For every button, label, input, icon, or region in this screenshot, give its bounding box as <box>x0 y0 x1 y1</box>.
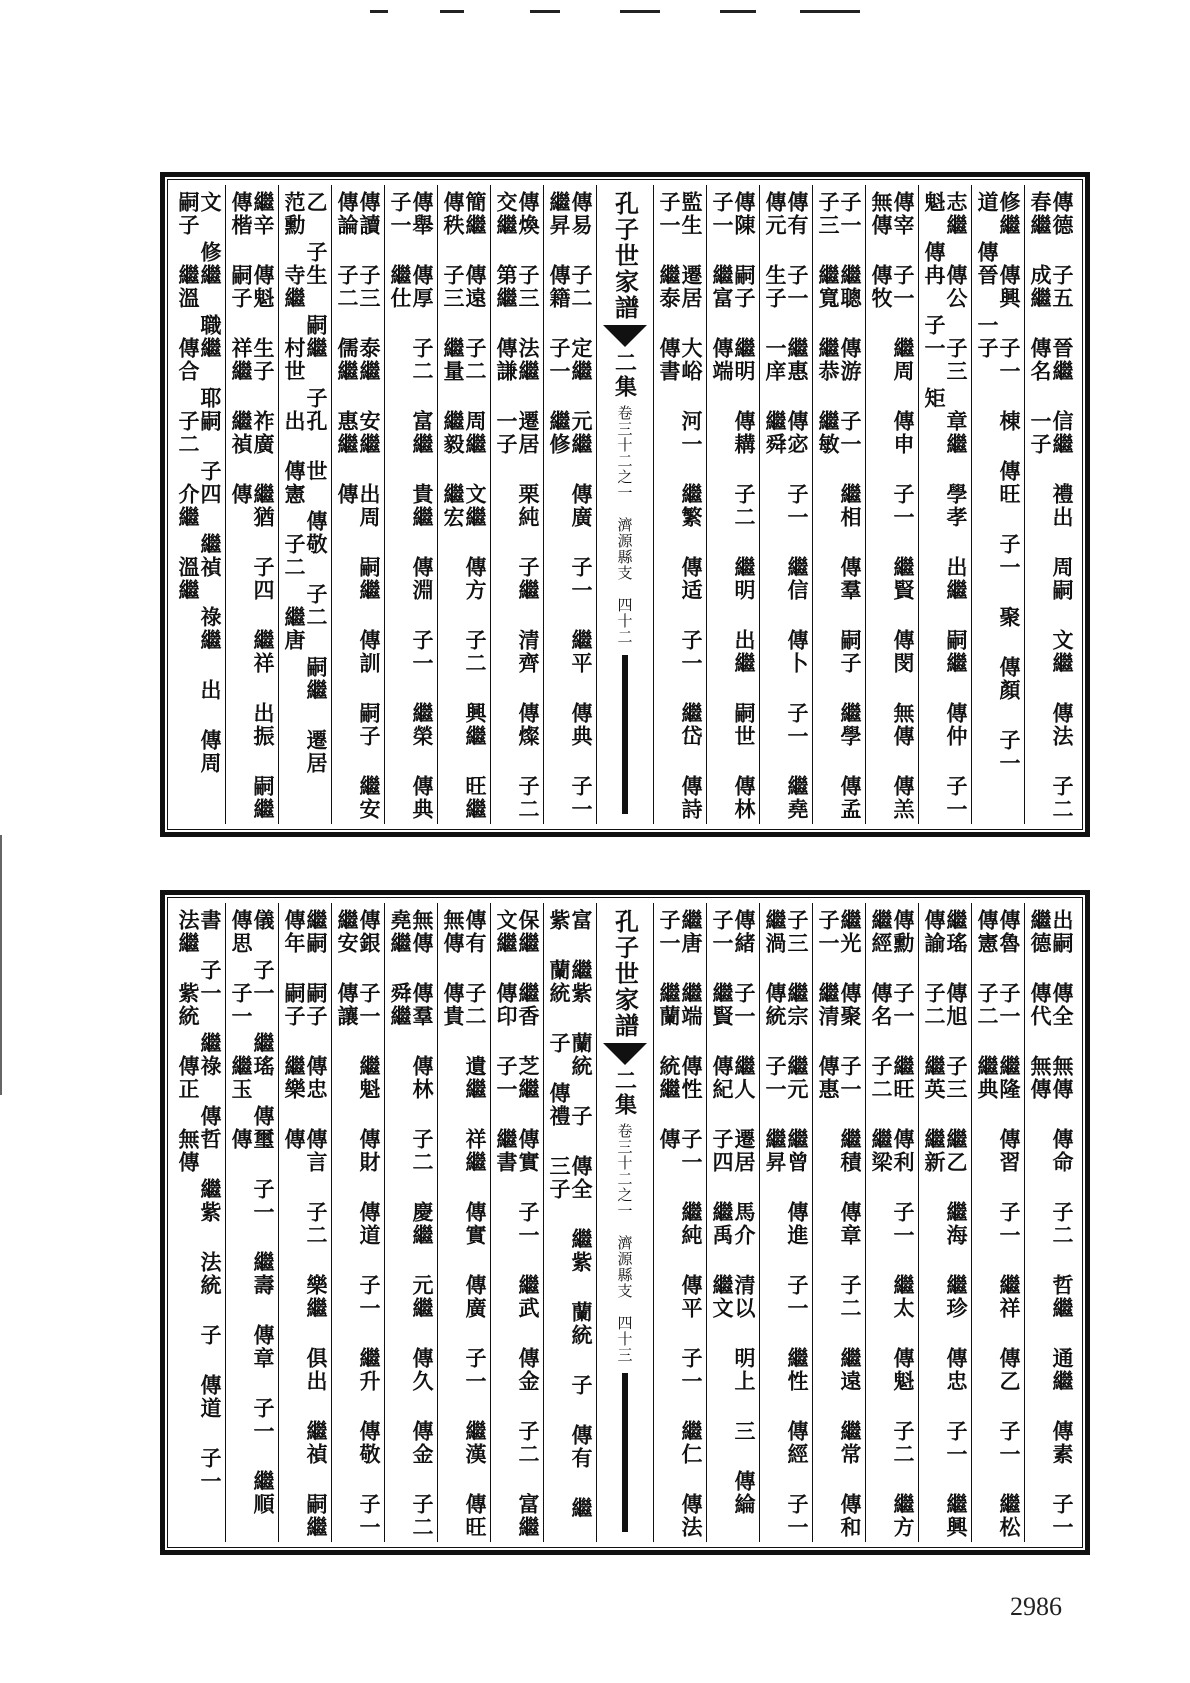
genealogy-column: 文 修繼 職繼 耶嗣 子四 繼禎 祿繼 出 傳周 嗣子 繼溫 傳合 子二 介繼 溫繼 <box>176 191 224 802</box>
genealogy-column: 傳舉 傳厚 子二 富繼 貴繼 傳淵 子一 繼榮 傳典 子一 繼仕 <box>384 185 437 824</box>
top-page-columns <box>173 185 1077 848</box>
genealogy-column: 傳宰 子一 繼周 傳申 子一 繼賢 傳閔 無傳 傳羔 無傳 傳牧 <box>865 185 918 824</box>
genealogy-column: 傳陳 嗣子 繼明 傳耩 子二 繼明 出繼 嗣世 傳林 子一 繼富 傳端 <box>706 185 759 824</box>
genealogy-column: 繼嗣 嗣子 傳忠 傳言 子二 樂繼 俱出 繼禎 嗣繼 傳年 嗣子 繼樂 傳 <box>278 903 331 1542</box>
genealogy-column: 傳有 子二 遺繼 祥繼 傳實 傳廣 子一 繼漢 傳旺 無傳 傳貴 <box>437 903 490 1542</box>
genealogy-column: 子一 繼聰 傳游 子一 繼相 傳羣 嗣子 繼學 傳孟 子三 繼寬 繼恭 繼敏 <box>812 185 865 824</box>
genealogy-column: 繼光 傳聚 子一 繼積 傳章 子二 繼遠 繼常 傳和 子一 繼清 傳惠 <box>812 903 865 1542</box>
genealogy-column: 富 繼紫 蘭統 子 傳全 繼紫 蘭統 子 傳有 繼紫 蘭統 子 傳禮 三子 <box>543 903 596 1542</box>
genealogy-column: 書 子一 繼祿 傳哲 繼紫 法統 子 傳道 子一 法繼 紫統 傳正 無傳 <box>176 909 224 1520</box>
genealogy-column: 傳有 子一 繼惠 傳宓 子一 繼信 傳卜 子一 繼堯 傳元 生子 一庠 繼舜 <box>759 185 812 824</box>
volume-label: 卷三十二之一 濟源縣支 四十二 <box>615 405 634 645</box>
book-title: 孔子世家譜 <box>610 191 640 321</box>
center-fold-column <box>596 185 653 824</box>
genealogy-column: 傳讀 子三 泰繼 安繼 出周 嗣繼 傳訓 嗣子 繼安 傳論 子二 儒繼 惠繼 傳 <box>331 185 384 824</box>
genealogy-column: 傳勳 子一 繼旺 傳利 子一 繼太 傳魁 子二 繼方 繼經 傳名 子二 繼梁 <box>865 903 918 1542</box>
genealogy-column: 繼瑤 傳旭 子三 繼乙 繼海 繼珍 傳忠 子一 繼興 傳諭 子二 繼英 繼新 <box>918 903 971 1542</box>
genealogy-column: 傳德 子五 晉繼 信繼 禮出 周嗣 文繼 傳法 子二 春繼 成繼 傳名 一子 <box>1024 185 1077 824</box>
genealogy-column: 傳煥 子三 法繼 遷居 栗純 子繼 清齊 傳燦 子二 交繼 第繼 傳謙 一子 <box>490 185 543 824</box>
genealogy-column: 儀 子一 繼瑤 傳璽 子一 繼壽 傳章 子一 繼順 傳思 子一 繼玉 傳 <box>225 903 278 1542</box>
top-edge-marks <box>300 4 940 18</box>
genealogy-column: 志繼 傳公 子三 章繼 學孝 出繼 嗣繼 傳仲 子一 魁 傳冉 子一 矩 <box>918 185 971 824</box>
bottom-page-columns <box>173 903 1077 1566</box>
genealogy-column: 繼辛 傳魁 生子 祚廣 繼猶 子四 繼祥 出振 嗣繼 傳楷 嗣子 祥繼 繼禎 傳 <box>225 185 278 824</box>
book-title: 孔子世家譜 <box>610 909 640 1039</box>
genealogy-column: 監生 遷居 大峪 河一 繼繁 傳适 子一 繼岱 傳詩 子一 繼泰 傳書 <box>653 185 706 824</box>
genealogy-column: 簡繼 傳遠 子二 周繼 文繼 傳方 子二 興繼 旺繼 傳秩 子三 繼量 繼毅 繼宏 <box>437 185 490 824</box>
fishtail-mark-icon <box>603 1043 647 1065</box>
center-bar <box>622 1373 628 1532</box>
center-fold-column <box>596 903 653 1542</box>
genealogy-column: 傳緒 子一 繼人 遷居 馬介 清以 明上 三 傳綸 子一 繼賢 傳紀 子四 繼禹 繼文 <box>706 903 759 1542</box>
book-collection: 二集 <box>611 351 638 399</box>
page-number: 2986 <box>1010 1592 1062 1621</box>
genealogy-column: 繼唐 繼端 傳性 子一 繼純 傳平 子一 繼仁 傳法 子一 繼蘭 統繼 傳 <box>653 903 706 1542</box>
genealogy-column: 傳魯 子一 繼隆 傳習 子一 繼祥 傳乙 子一 繼松 傳憲 子二 繼典 <box>971 903 1024 1542</box>
genealogy-column: 乙 子生 嗣繼 子孔 世 傳敬 子二 嗣繼 遷居 范勳 寺繼 村世 出 傳憲 子二 繼唐 <box>278 185 331 824</box>
genealogy-column: 修繼 傳興 子一 棟 傳旺 子一 聚 傳顏 子一 道 傳晉 一子 <box>971 185 1024 824</box>
genealogy-column: 保繼 繼香 芝繼 傳實 子一 繼武 傳金 子二 富繼 文繼 傳印 子一 繼書 <box>490 903 543 1542</box>
volume-label: 卷三十二之一 濟源縣支 四十三 <box>615 1123 634 1363</box>
genealogy-column: 傳易 子二 定繼 元繼 傳廣 子一 繼平 傳典 子一 繼昇 傳籍 子一 繼修 <box>543 185 596 824</box>
genealogy-column: 無傳 傳羣 傳林 子二 慶繼 元繼 傳久 傳金 子二 堯繼 舜繼 <box>384 903 437 1542</box>
fishtail-mark-icon <box>603 325 647 347</box>
genealogy-column: 子三 繼宗 繼元 繼曾 傳進 子一 繼性 傳經 子一 繼渦 傳統 子一 繼昇 <box>759 903 812 1542</box>
scan-edge-line <box>0 835 2 1095</box>
center-bar <box>622 655 628 814</box>
book-collection: 二集 <box>611 1069 638 1117</box>
bottom-page-frame <box>160 890 1090 1566</box>
genealogy-column: 傳銀 子一 繼魁 傳財 傳道 子一 繼升 傳敬 子一 繼安 傳讓 <box>331 903 384 1542</box>
top-page-frame <box>160 172 1090 848</box>
genealogy-column: 出嗣 傳全 無傳 傳命 子二 哲繼 通繼 傳素 子一 繼德 傳代 無傳 <box>1024 903 1077 1542</box>
